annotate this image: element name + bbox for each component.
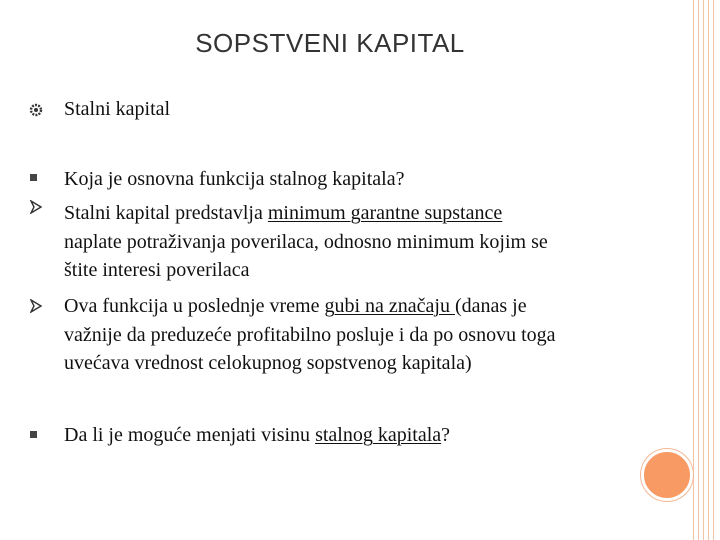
- decor-line: [698, 0, 699, 540]
- point-2-line-2: važnije da preduzeće profitabilno posluje i da po osnovu toga: [64, 323, 556, 346]
- decor-line: [703, 0, 704, 540]
- slide-title: SOPSTVENI KAPITAL: [195, 28, 465, 58]
- decor-line: [693, 0, 694, 540]
- point-2-line-3: uvećava vrednost celokupnog sopstvenog kapitala): [64, 352, 472, 374]
- point-1-text: Stalni kapital predstavlja: [64, 202, 268, 224]
- point-1: [64, 199, 548, 285]
- question-2-text: Da li je moguće menjati visinu: [64, 424, 316, 446]
- point-2-text: Ova funkcija u poslednje vreme: [64, 295, 325, 317]
- sun-ring-icon: [29, 103, 43, 117]
- decor-line: [713, 0, 714, 540]
- decor-line: [708, 0, 709, 540]
- question-2-after: ?: [441, 424, 451, 446]
- question-2-underlined: stalnog kapitala: [315, 424, 442, 446]
- point-1-line-3: štite interesi poverilaca: [64, 259, 250, 281]
- decor-circle: [641, 449, 693, 501]
- arrow-head-icon: [30, 299, 42, 313]
- question-1: Koja je osnovna funkcija stalnog kapitala?: [64, 168, 405, 190]
- section-heading: Stalni kapital: [64, 98, 171, 120]
- point-2-underlined: gubi na značaju: [324, 295, 455, 317]
- point-1-underlined: minimum garantne supstance: [267, 202, 503, 224]
- square-icon: [29, 173, 39, 183]
- point-2-after: (danas je: [454, 295, 527, 317]
- arrow-head-icon: [30, 200, 42, 214]
- point-2: [64, 292, 556, 378]
- question-2: [64, 421, 450, 450]
- point-1-line-2: naplate potraživanja poverilaca, odnosno minimum kojim se: [64, 230, 548, 253]
- square-icon: [29, 430, 39, 440]
